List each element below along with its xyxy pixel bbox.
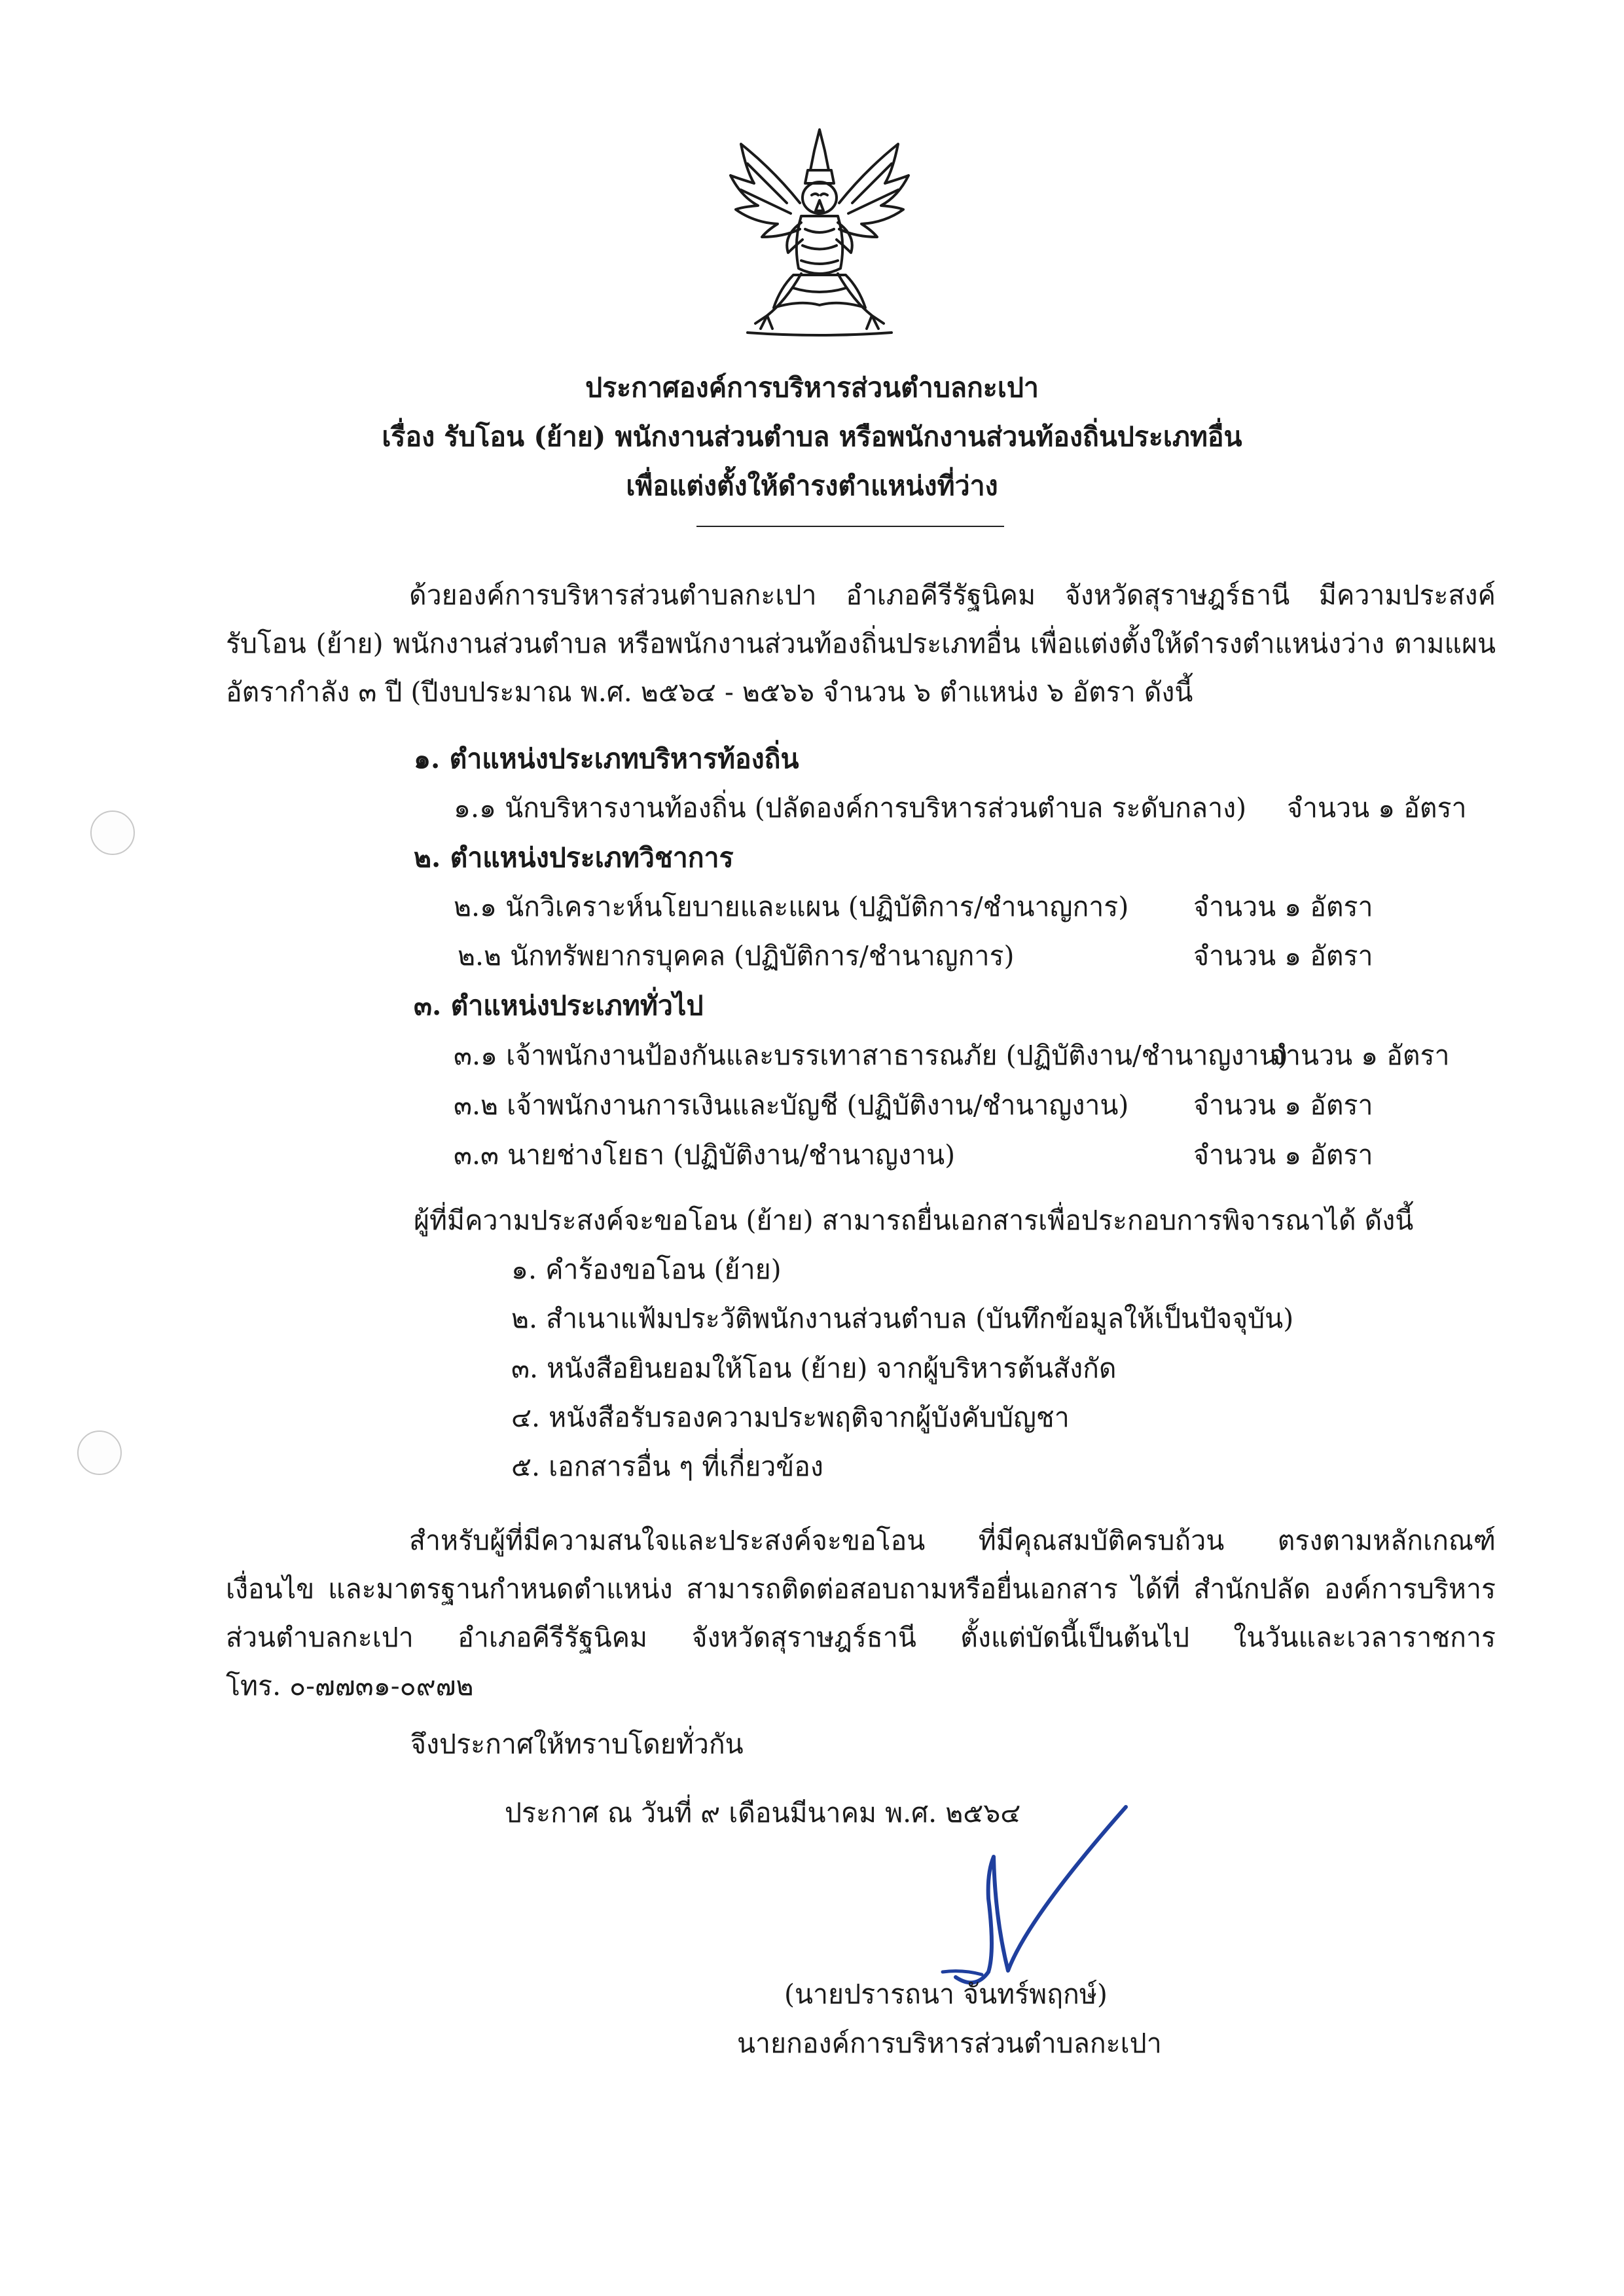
document-item: ๔. หนังสือรับรองความประพฤติจากผู้บังคับบัญชา bbox=[511, 1402, 1070, 1433]
document-item: ๒. สำเนาแฟ้มประวัติพนักงานส่วนตำบล (บันทึกข้อมูลให้เป็นปัจจุบัน) bbox=[511, 1303, 1294, 1334]
documents-intro: ผู้ที่มีความประสงค์จะขอโอน (ย้าย) สามารถยื่นเอกสารเพื่อประกอบการพิจารณาได้ ดังนี้ bbox=[414, 1205, 1414, 1236]
garuda-emblem bbox=[728, 124, 911, 340]
announcement-date: ประกาศ ณ วันที่ ๙ เดือนมีนาคม พ.ศ. ๒๕๖๔ bbox=[505, 1797, 1021, 1829]
intro-line: รับโอน (ย้าย) พนักงานส่วนตำบล หรือพนักงานส่วนท้องถิ่นประเภทอื่น เพื่อแต่งตั้งให้ดำรงตำแหน่งว่าง ตามแผน bbox=[226, 628, 1496, 659]
intro-line: ด้วยองค์การบริหารส่วนตำบลกะเปา อำเภอคีรีรัฐนิคม จังหวัดสุราษฎร์ธานี มีความประสงค์ bbox=[409, 579, 1496, 611]
signatory-title: นายกองค์การบริหารส่วนตำบลกะเปา bbox=[737, 2028, 1162, 2059]
position-item-count: จำนวน ๑ อัตรา bbox=[1193, 1139, 1373, 1171]
position-group-heading: ๑. ตำแหน่งประเภทบริหารท้องถิ่น bbox=[414, 743, 799, 774]
title-underline bbox=[696, 526, 1004, 527]
document-item: ๕. เอกสารอื่น ๆ ที่เกี่ยวข้อง bbox=[511, 1451, 823, 1482]
announcement-title: ประกาศองค์การบริหารส่วนตำบลกะเปา bbox=[585, 372, 1039, 403]
position-item-label: ๓.๓ นายช่างโยธา (ปฏิบัติงาน/ชำนาญงาน) bbox=[454, 1139, 956, 1171]
announcement-subject: เรื่อง รับโอน (ย้าย) พนักงานส่วนตำบล หรือพนักงานส่วนท้องถิ่นประเภทอื่น bbox=[382, 421, 1242, 452]
closing-statement: จึงประกาศให้ทราบโดยทั่วกัน bbox=[410, 1728, 744, 1760]
position-item-count: จำนวน ๑ อัตรา bbox=[1270, 1040, 1450, 1071]
contact-paragraph bbox=[226, 1516, 1496, 1710]
position-item-label: ๒.๑ นักวิเคราะห์นโยบายและแผน (ปฏิบัติการ/ชำนาญการ) bbox=[454, 891, 1129, 922]
position-item-label: ๒.๒ นักทรัพยากรบุคคล (ปฏิบัติการ/ชำนาญการ) bbox=[458, 940, 1015, 972]
position-item-count: จำนวน ๑ อัตรา bbox=[1287, 792, 1467, 824]
position-item-label: ๑.๑ นักบริหารงานท้องถิ่น (ปลัดองค์การบริหารส่วนตำบล ระดับกลาง) bbox=[454, 792, 1247, 824]
position-item-count: จำนวน ๑ อัตรา bbox=[1193, 1089, 1373, 1121]
signature bbox=[916, 1794, 1132, 1997]
position-group-heading: ๓. ตำแหน่งประเภททั่วไป bbox=[414, 990, 704, 1021]
punch-hole-bottom bbox=[77, 1430, 122, 1475]
intro-paragraph bbox=[226, 571, 1496, 716]
contact-line: โทร. ๐-๗๗๓๑-๐๙๗๒ bbox=[226, 1670, 474, 1702]
contact-line: เงื่อนไข และมาตรฐานกำหนดตำแหน่ง สามารถติดต่อสอบถามหรือยื่นเอกสาร ได้ที่ สำนักปลัด องค์การบริหาร bbox=[226, 1573, 1496, 1605]
punch-hole-top bbox=[90, 811, 135, 855]
intro-line: อัตรากำลัง ๓ ปี (ปีงบประมาณ พ.ศ. ๒๕๖๔ - ๒๕๖๖ จำนวน ๖ ตำแหน่ง ๖ อัตรา ดังนี้ bbox=[226, 676, 1193, 708]
position-group-heading: ๒. ตำแหน่งประเภทวิชาการ bbox=[414, 842, 734, 873]
document-item: ๑. คำร้องขอโอน (ย้าย) bbox=[511, 1254, 782, 1285]
position-item-count: จำนวน ๑ อัตรา bbox=[1193, 891, 1373, 922]
announcement-subject-line2: เพื่อแต่งตั้งให้ดำรงตำแหน่งที่ว่าง bbox=[626, 470, 998, 501]
signatory-name: (นายปรารถนา จันทร์พฤกษ์) bbox=[784, 1978, 1108, 2010]
document-item: ๓. หนังสือยินยอมให้โอน (ย้าย) จากผู้บริหารต้นสังกัด bbox=[511, 1353, 1117, 1384]
position-item-label: ๓.๒ เจ้าพนักงานการเงินและบัญชี (ปฏิบัติงาน/ชำนาญงาน) bbox=[454, 1089, 1129, 1121]
position-item-label: ๓.๑ เจ้าพนักงานป้องกันและบรรเทาสาธารณภัย (ปฏิบัติงาน/ชำนาญงาน) bbox=[454, 1040, 1288, 1071]
contact-line: ส่วนตำบลกะเปา อำเภอคีรีรัฐนิคม จังหวัดสุราษฎร์ธานี ตั้งแต่บัดนี้เป็นต้นไป ในวันและเวลาราชการ bbox=[226, 1622, 1496, 1653]
position-item-count: จำนวน ๑ อัตรา bbox=[1193, 940, 1373, 972]
contact-line: สำหรับผู้ที่มีความสนใจและประสงค์จะขอโอน ที่มีคุณสมบัติครบถ้วน ตรงตามหลักเกณฑ์ bbox=[409, 1525, 1496, 1556]
